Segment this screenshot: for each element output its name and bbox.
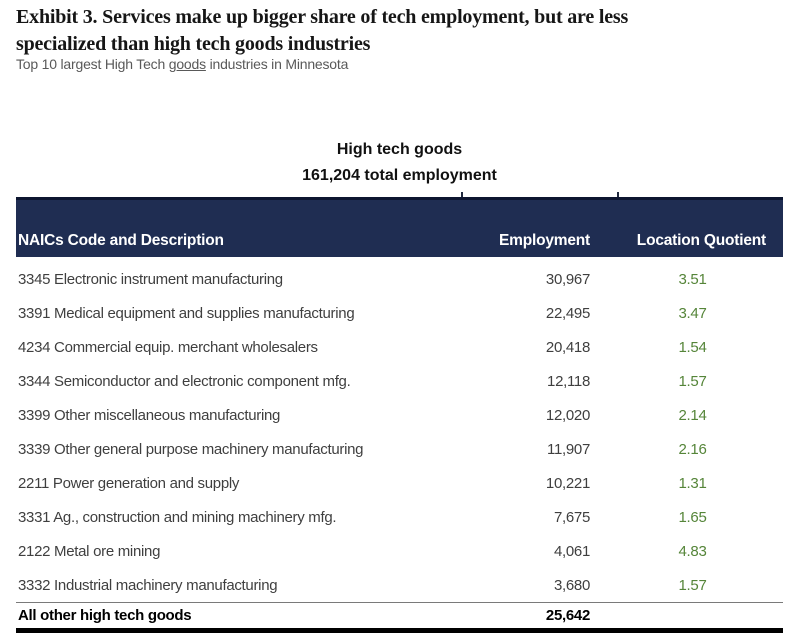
row-location-quotient: 1.31 <box>678 474 707 492</box>
exhibit-subtitle <box>16 55 348 73</box>
row-location-quotient: 1.65 <box>678 508 707 526</box>
table-caption-line1: High tech goods <box>336 141 463 158</box>
table-row <box>16 398 783 432</box>
row-employment: 11,907 <box>547 440 590 458</box>
row-employment: 3,680 <box>553 576 590 594</box>
table-row <box>16 568 783 602</box>
table-row <box>16 330 783 364</box>
table-row <box>16 262 783 296</box>
row-employment: 12,020 <box>545 406 590 424</box>
column-header-description: NAICs Code and Description <box>18 232 224 249</box>
row-employment: 20,418 <box>545 338 590 356</box>
table-caption <box>16 137 783 189</box>
table-row <box>16 500 783 534</box>
row-location-quotient: 3.47 <box>678 304 707 322</box>
row-location-quotient: 3.51 <box>678 270 707 288</box>
row-description: 3344 Semiconductor and electronic component mfg. <box>18 372 351 390</box>
row-description: 3331 Ag., construction and mining machinery mfg. <box>18 508 337 526</box>
column-header-employment: Employment <box>498 232 590 249</box>
row-employment: 4,061 <box>553 542 590 560</box>
table-total-row <box>16 602 783 633</box>
row-description: 2122 Metal ore mining <box>18 542 161 560</box>
row-employment: 30,967 <box>545 270 590 288</box>
total-row-label: All other high tech goods <box>18 607 192 624</box>
row-location-quotient: 1.57 <box>678 372 707 390</box>
high-tech-goods-table <box>16 197 783 633</box>
row-description: 3332 Industrial machinery manufacturing <box>18 576 278 594</box>
row-location-quotient: 4.83 <box>678 542 707 560</box>
table-row <box>16 296 783 330</box>
subtitle-text-post: industries in Minnesota <box>205 56 349 72</box>
row-description: 4234 Commercial equip. merchant wholesalers <box>18 338 318 356</box>
exhibit-title-line1: Exhibit 3. Services make up bigger share of tech employment, but are less <box>16 6 629 28</box>
table-row <box>16 466 783 500</box>
subtitle-text-underlined: goods <box>168 56 206 72</box>
row-location-quotient: 2.14 <box>678 406 707 424</box>
row-location-quotient: 2.16 <box>678 440 707 458</box>
table-row <box>16 432 783 466</box>
column-header-location-quotient: Location Quotient <box>636 232 766 249</box>
row-location-quotient: 1.57 <box>678 576 707 594</box>
table-body <box>16 257 783 602</box>
row-employment: 10,221 <box>545 474 590 492</box>
row-description: 3391 Medical equipment and supplies manufacturing <box>18 304 355 322</box>
table-row <box>16 364 783 398</box>
row-description: 2211 Power generation and supply <box>18 474 240 492</box>
table-header-row <box>16 197 783 257</box>
row-description: 3339 Other general purpose machinery manufacturing <box>18 440 364 458</box>
row-employment: 12,118 <box>547 372 590 390</box>
row-description: 3399 Other miscellaneous manufacturing <box>18 406 281 424</box>
table-row <box>16 534 783 568</box>
subtitle-text-pre: Top 10 largest High Tech <box>16 56 169 72</box>
row-employment: 7,675 <box>553 508 590 526</box>
exhibit-title <box>16 4 776 58</box>
total-row-employment: 25,642 <box>545 607 590 624</box>
row-description: 3345 Electronic instrument manufacturing <box>18 270 283 288</box>
table-caption-line2: 161,204 total employment <box>302 167 497 184</box>
row-employment: 22,495 <box>545 304 590 322</box>
row-location-quotient: 1.54 <box>678 338 707 356</box>
exhibit-title-line2: specialized than high tech goods industries <box>16 33 371 55</box>
